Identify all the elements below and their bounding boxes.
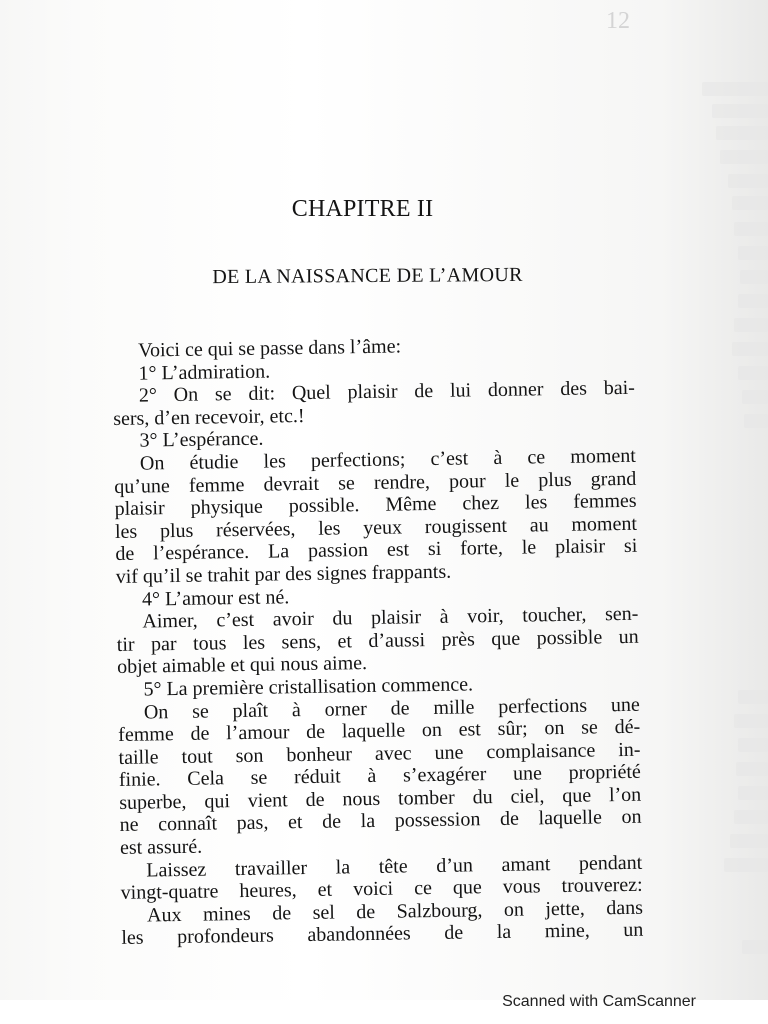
- body-text: [112, 332, 644, 950]
- text-line: Voici ce qui se passe dans l’âme:: [137, 335, 402, 362]
- text-line: 4° L’amour est né.: [141, 585, 290, 611]
- text-line: Aimer, c’est avoir du plaisir à voir, toucher, sen-: [142, 602, 639, 633]
- text-line: Laissez travailler la tête d’un amant pendant: [146, 851, 643, 882]
- chapter-subtitle: DE LA NAISSANCE DE L’AMOUR: [212, 263, 523, 289]
- text-line: ne connaît pas, et de la possession de laquelle on: [119, 806, 642, 837]
- text-line: les profondeurs abandonnées de la mine, un: [121, 919, 644, 950]
- text-line: finie. Cela se réduit à s’exagérer une propriété: [118, 761, 642, 792]
- text-line: On se plaît à orner de mille perfections une: [143, 693, 640, 724]
- text-line: On étudie les perfections; c’est à ce moment: [139, 444, 637, 475]
- text-line: les plus réservées, les yeux rougissent au moment: [114, 512, 638, 543]
- chapter-title: CHAPITRE II: [291, 196, 434, 222]
- text-line: sers, d’en recevoir, etc.!: [113, 404, 305, 430]
- text-line: est assuré.: [119, 835, 203, 859]
- text-line: taille tout son bonheur avec une complaisance in-: [118, 738, 641, 769]
- text-line: vingt-quatre heures, et voici ce que vous trouverez:: [120, 873, 643, 905]
- text-line: femme de l’amour de laquelle on est sûr; on se dé-: [118, 715, 641, 747]
- bleed-page-number: 12: [606, 8, 630, 34]
- text-line: vif qu’il se trahit par des signes frappants.: [115, 560, 452, 588]
- text-line: qu’une femme devrait se rendre, pour le plus grand: [114, 467, 637, 498]
- text-line: objet aimable et qui nous aime.: [116, 652, 368, 679]
- text-line: de l’espérance. La passion est si forte, le plaisir si: [115, 535, 638, 566]
- text-line: superbe, qui vient de nous tomber du ciel, que l’on: [119, 783, 642, 814]
- text-line: 1° L’admiration.: [138, 360, 271, 385]
- text-line: 2° On se dit: Quel plaisir de lui donner des bai-: [138, 376, 635, 407]
- text-line: tir par tous les sens, et d’aussi près que possible un: [116, 625, 639, 656]
- text-line: plaisir physique possible. Même chez les femmes: [114, 489, 637, 521]
- camscanner-watermark: Scanned with CamScanner: [502, 993, 696, 1010]
- text-line: 5° La première cristallisation commence.: [143, 673, 474, 701]
- text-line: Aux mines de sel de Salzbourg, on jette, dans: [146, 896, 644, 927]
- text-line: 3° L’espérance.: [139, 428, 264, 452]
